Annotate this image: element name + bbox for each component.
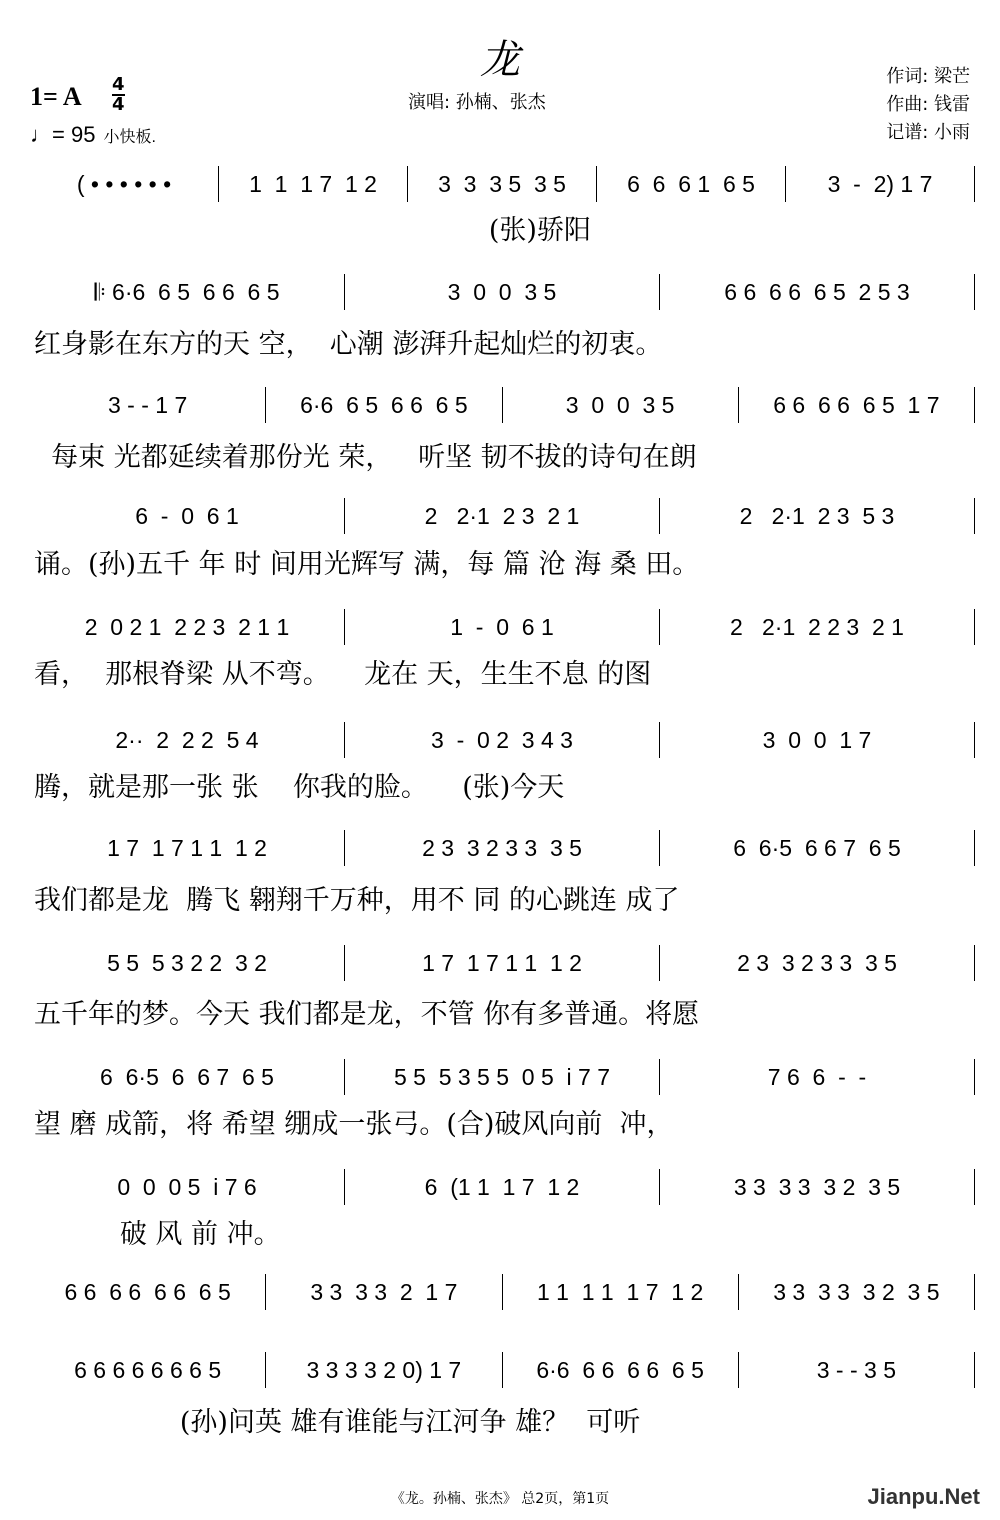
lyric-line: 腾，就是那一张 张 你我的脸。 (张)今天 bbox=[34, 772, 565, 803]
notation-line bbox=[30, 164, 975, 204]
measure: 6·6 6 5 6 6 6 5 bbox=[266, 387, 502, 423]
notation-line bbox=[30, 828, 975, 868]
measure: 6 6 6 6 6 6 6 5 bbox=[30, 1352, 266, 1388]
page-info: 《龙。孙楠、张杰》 总2页，第1页 bbox=[390, 1491, 610, 1507]
measure: 6 - 0 6 1 bbox=[30, 498, 345, 534]
measure: 2 2·1 2 3 2 1 bbox=[345, 498, 660, 534]
measure: 5 5 5 3 2 2 3 2 bbox=[30, 945, 345, 981]
measure: 3 0 0 3 5 bbox=[345, 274, 660, 310]
measure: 2 0 2 1 2 2 3 2 1 1 bbox=[30, 609, 345, 645]
measure: 2 3 3 2 3 3 3 5 bbox=[345, 830, 660, 866]
song-title: 龙 bbox=[480, 37, 520, 83]
measure: 2 2·1 2 2 3 2 1 bbox=[660, 609, 975, 645]
measure: 5 5 5 3 5 5 0 5 i 7 7 bbox=[345, 1059, 660, 1095]
measure: 2 3 3 2 3 3 3 5 bbox=[660, 945, 975, 981]
tempo bbox=[30, 122, 156, 148]
measure: 3 3 3 5 3 5 bbox=[408, 166, 597, 202]
tempo-value: ♩= 95 bbox=[30, 122, 96, 147]
notation-line bbox=[30, 272, 975, 312]
measure: 6 6·5 6 6 7 6 5 bbox=[660, 830, 975, 866]
measure: 3 3 3 3 3 2 3 5 bbox=[660, 1169, 975, 1205]
time-signature-bottom: 4 bbox=[112, 94, 125, 115]
measure: 7 6 6 - - bbox=[660, 1059, 975, 1095]
transcriber: 记谱: 小雨 bbox=[886, 122, 970, 143]
measure: 3 0 0 3 5 bbox=[503, 387, 739, 423]
measure: 6 6 6 6 6 5 2 5 3 bbox=[660, 274, 975, 310]
measure: 1 - 0 6 1 bbox=[345, 609, 660, 645]
lyric-line: 诵。(孙)五千 年 时 间用光辉写 满，每 篇 沧 海 桑 田。 bbox=[34, 549, 700, 580]
notation-line bbox=[30, 496, 975, 536]
measure: 1 7 1 7 1 1 1 2 bbox=[30, 830, 345, 866]
notation-line bbox=[30, 1350, 975, 1390]
measure: 2 2·1 2 3 5 3 bbox=[660, 498, 975, 534]
measure: 3 3 3 3 2 1 7 bbox=[266, 1274, 502, 1310]
measure: 3 - - 1 7 bbox=[30, 387, 266, 423]
lyric-line: 看， 那根脊梁 从不弯。 龙在 天，生生不息 的图 bbox=[34, 659, 652, 690]
measure: 𝄆 6·6 6 5 6 6 6 5 bbox=[30, 274, 345, 310]
measure: 6·6 6 6 6 6 6 5 bbox=[503, 1352, 739, 1388]
measure: ( • • • • • • bbox=[30, 166, 219, 202]
time-signature bbox=[112, 76, 125, 114]
measure: 6 (1 1 1 7 1 2 bbox=[345, 1169, 660, 1205]
singers: 演唱: 孙楠、张杰 bbox=[408, 92, 546, 113]
tempo-mark: 小快板. bbox=[103, 129, 156, 146]
lyric-line: 每束 光都延续着那份光 荣， 听坚 韧不拔的诗句在朗 bbox=[34, 442, 697, 473]
measure: 3 - 2) 1 7 bbox=[786, 166, 975, 202]
measure: 6 6 6 1 6 5 bbox=[597, 166, 786, 202]
lyric-line: 破 风 前 冲。 bbox=[34, 1219, 281, 1250]
lyric-line: (孙)问英 雄有谁能与江河争 雄？ 可听 bbox=[34, 1407, 641, 1438]
measure: 1 7 1 7 1 1 1 2 bbox=[345, 945, 660, 981]
lyric-line: 五千年的梦。今天 我们都是龙，不管 你有多普通。将愿 bbox=[34, 999, 700, 1030]
notation-line bbox=[30, 1167, 975, 1207]
site-watermark: Jianpu.Net bbox=[867, 1484, 980, 1509]
measure: 3 3 3 3 3 2 3 5 bbox=[739, 1274, 975, 1310]
lyric-line: 望 磨 成箭，将 希望 绷成一张弓。(合)破风向前 冲， bbox=[34, 1109, 674, 1140]
measure: 3 - 0 2 3 4 3 bbox=[345, 722, 660, 758]
measure: 3 3 3 3 2 0) 1 7 bbox=[266, 1352, 502, 1388]
measure: 1 1 1 1 1 7 1 2 bbox=[503, 1274, 739, 1310]
measure: 3 0 0 1 7 bbox=[660, 722, 975, 758]
notation-line bbox=[30, 607, 975, 647]
measure: 1 1 1 7 1 2 bbox=[219, 166, 408, 202]
notation-line bbox=[30, 1272, 975, 1312]
lyric-line: 红身影在东方的天 空， 心潮 澎湃升起灿烂的初衷。 bbox=[34, 329, 663, 360]
measure: 6 6 6 6 6 6 6 5 bbox=[30, 1274, 266, 1310]
measure: 3 - - 3 5 bbox=[739, 1352, 975, 1388]
measure: 0 0 0 5 i 7 6 bbox=[30, 1169, 345, 1205]
composer: 作曲: 钱雷 bbox=[886, 94, 970, 115]
measure: 6 6·5 6 6 7 6 5 bbox=[30, 1059, 345, 1095]
notation-line bbox=[30, 385, 975, 425]
notation-line bbox=[30, 1057, 975, 1097]
key-signature: 1= A bbox=[30, 82, 82, 111]
lyricist: 作词: 梁芒 bbox=[886, 66, 970, 87]
notation-line bbox=[30, 943, 975, 983]
measure: 6 6 6 6 6 5 1 7 bbox=[739, 387, 975, 423]
lyric-line: 我们都是龙 腾飞 翱翔千万种，用不 同 的心跳连 成了 bbox=[34, 885, 680, 916]
lyric-line: (张)骄阳 bbox=[34, 215, 591, 246]
measure: 2·· 2 2 2 5 4 bbox=[30, 722, 345, 758]
notation-line bbox=[30, 720, 975, 760]
time-signature-top: 4 bbox=[112, 74, 125, 95]
